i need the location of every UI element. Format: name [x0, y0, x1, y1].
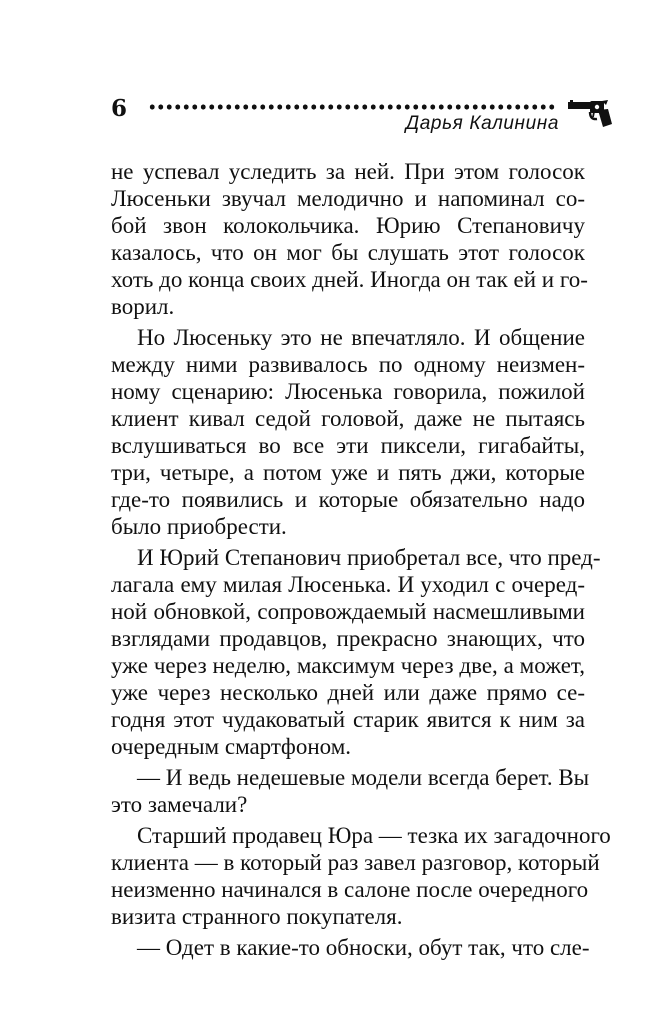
text-line: клиента — в который раз завел разговор, который — [111, 850, 600, 875]
text-line: — И ведь недешевые модели всегда берет. Вы — [137, 765, 590, 790]
text-line: Старший продавец Юра — тезка их загадочного — [137, 823, 611, 848]
text-line: очередным смартфоном. — [111, 734, 351, 759]
paragraph — [111, 158, 588, 320]
text-line: казалось, что он мог бы слушать этот голосок — [111, 240, 585, 265]
text-line: бой звон колокольчика. Юрию Степановичу — [111, 213, 585, 238]
page-number: 6 — [111, 95, 128, 122]
text-line: — Одет в какие-то обноски, обут так, что сле- — [137, 935, 590, 960]
text-line: И Юрий Степанович приобретал все, что пред- — [137, 545, 601, 570]
paragraph — [111, 822, 611, 930]
text-line: три, четыре, а потом уже и пять джи, которые — [111, 460, 585, 485]
dialogue-paragraph — [111, 764, 590, 818]
running-header — [0, 0, 662, 140]
body-text — [111, 158, 611, 961]
text-line: уже через несколько дней или даже прямо се- — [111, 680, 585, 705]
dialogue-paragraph — [111, 934, 590, 961]
text-line: это замечали? — [111, 792, 248, 817]
paragraph — [111, 544, 601, 760]
text-line: Люсеньки звучал мелодично и напоминал со- — [111, 186, 585, 211]
text-line: Но Люсеньку это не впечатляло. И общение — [137, 325, 585, 350]
text-line: клиент кивал седой головой, даже не пытаясь — [111, 406, 585, 431]
text-line: неизменно начинался в салоне после очередного — [111, 877, 589, 902]
text-line: ной обновкой, сопровождаемый насмешливыми — [111, 599, 585, 624]
text-line: между ними развивалось по одному неизмен- — [111, 352, 585, 377]
text-line: ворил. — [111, 294, 175, 319]
text-line: ному сценарию: Люсенька говорила, пожилой — [111, 379, 585, 404]
text-line: годня этот чудаковатый старик явится к ним за — [111, 707, 585, 732]
text-line: уже через неделю, максимум через две, а может, — [111, 653, 585, 678]
text-line: вслушиваться во все эти пиксели, гигабайты, — [111, 433, 585, 458]
text-line: визита странного покупателя. — [111, 904, 403, 929]
text-line: взглядами продавцов, прекрасно знающих, что — [111, 626, 585, 651]
text-line: хоть до конца своих дней. Иногда он так ей и го- — [111, 267, 588, 292]
text-line: где-то появились и которые обязательно надо — [111, 487, 585, 512]
text-line: лагала ему милая Люсенька. И уходил с очеред- — [111, 572, 585, 597]
dot-leader-divider — [148, 104, 556, 110]
revolver-icon — [568, 100, 612, 128]
paragraph — [111, 324, 585, 540]
text-line: не успевал уследить за ней. При этом голосок — [111, 159, 585, 184]
running-head-author: Дарья Калинина — [405, 113, 559, 134]
text-line: было приобрести. — [111, 514, 287, 539]
